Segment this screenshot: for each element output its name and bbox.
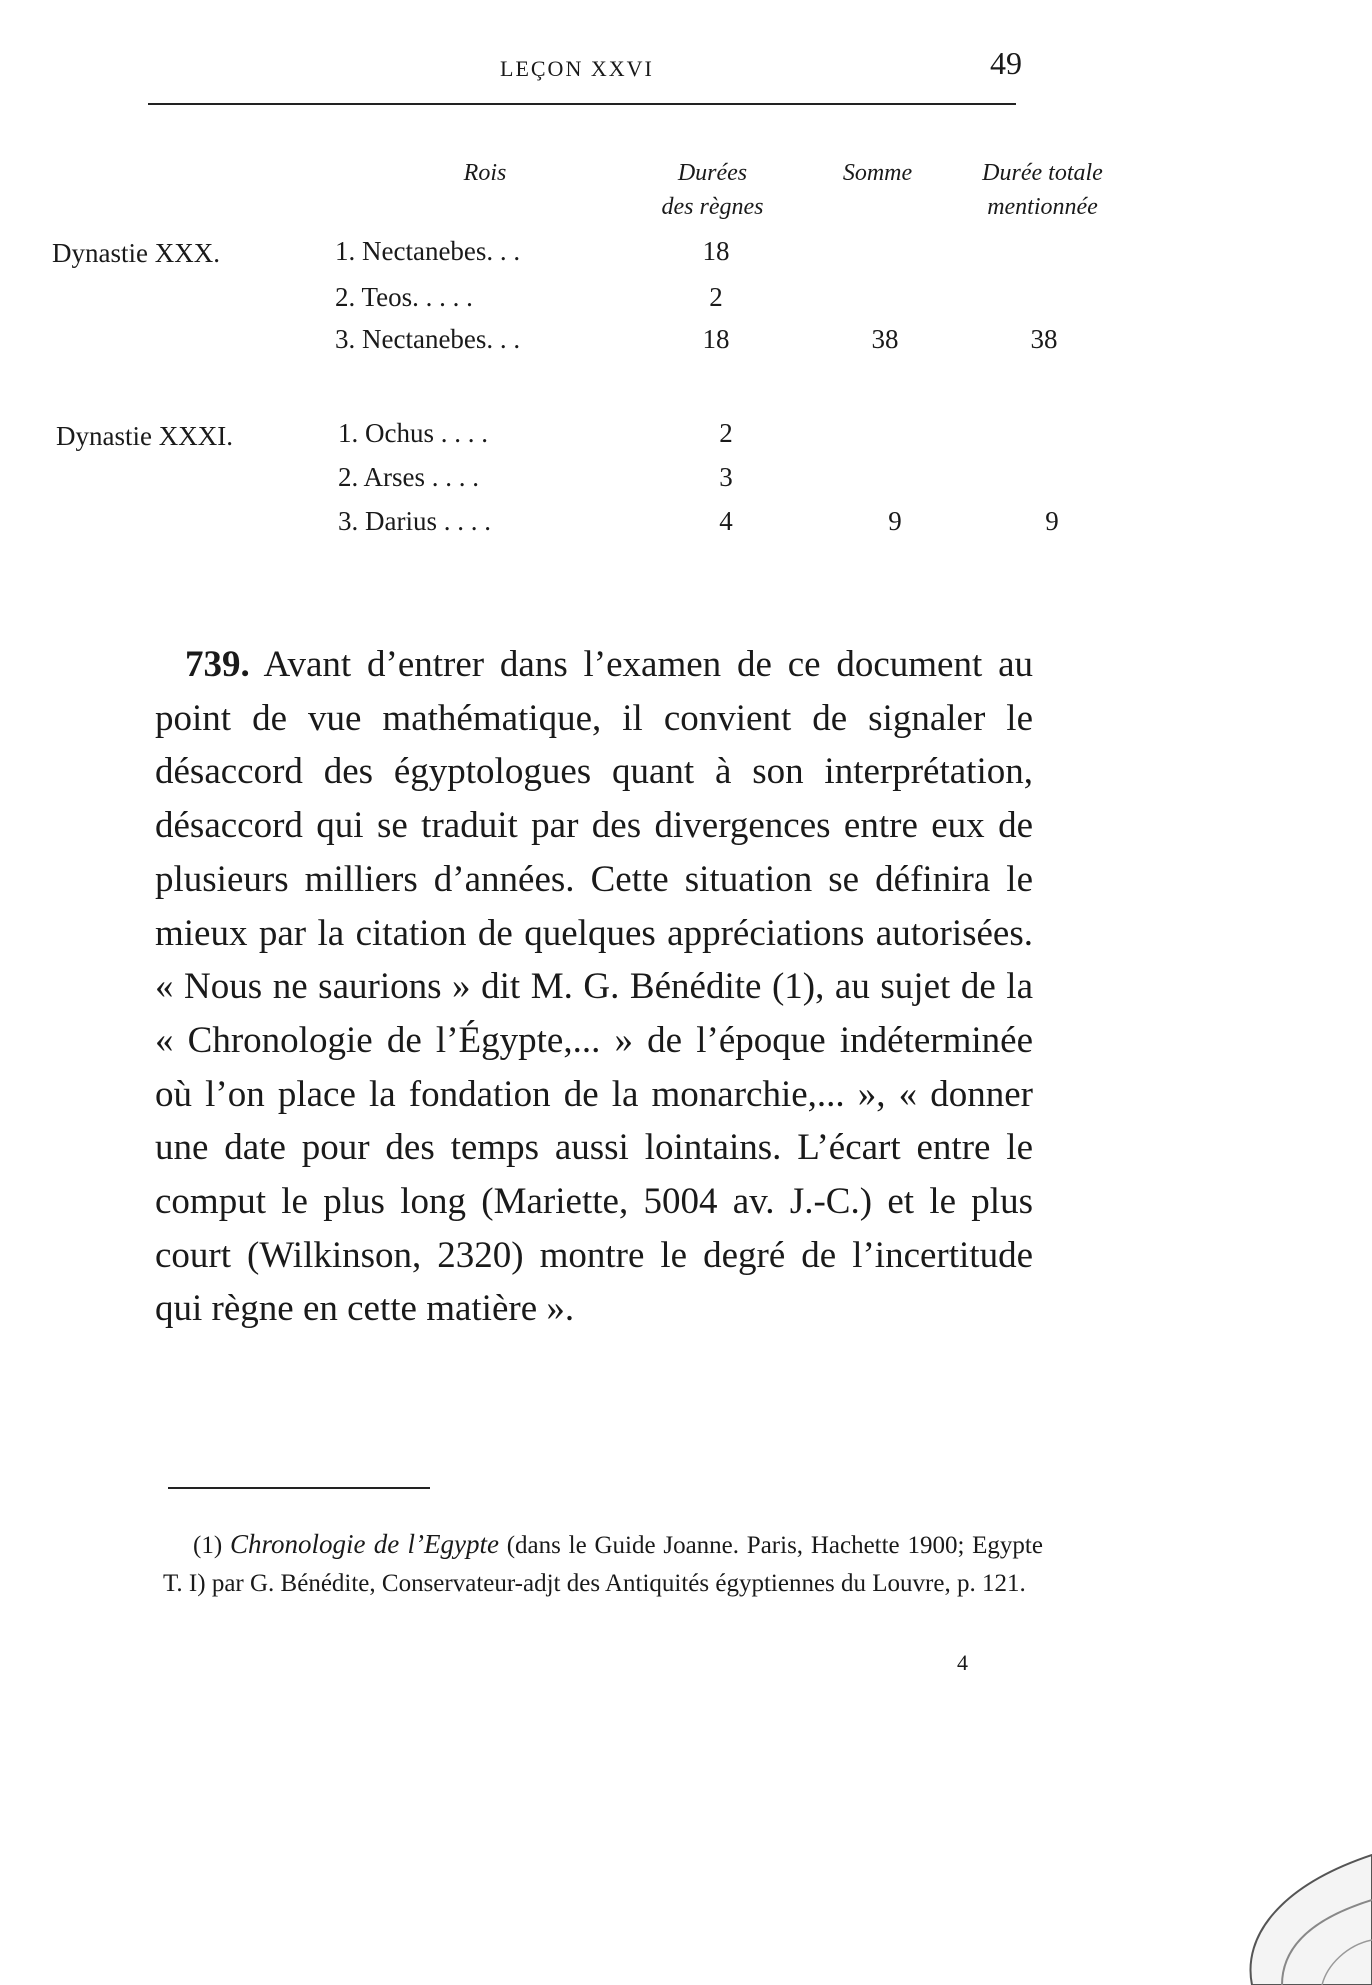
dynasty-label: Dynastie XXXI.	[56, 421, 233, 451]
page-number: 49	[990, 45, 1022, 81]
king-entry: 1. Nectanebes. . .	[335, 236, 521, 266]
king-entry: 3. Darius . . . .	[338, 506, 491, 536]
paragraph-number: 739.	[185, 644, 250, 685]
paragraph-text: Avant d’entrer dans l’examen de ce document au point de vue mathématique, il convient de signaler le désaccord des égyptologues quant à son interprétation, désaccord qui se traduit par des divergences entre eux de plusieurs milliers d’années. Cette situation se définira le mieux par la citation de quelques appréciations autorisées. « Nous ne saurions » dit M. G. Bénédite (1), au sujet de la « Chronologie de l’Égypte,... » de l’époque indéterminée où l’on place la fondation de la monarchie,... », « donner une date pour des temps aussi lointains. L’écart entre le comput le plus long (Mariette, 5004 av. J.-C.) et le plus court (Wilkinson, 2320) montre le degré de l’incertitude qui règne en cette matière ».	[155, 644, 1033, 1330]
footnote-title: Chronologie de l’Egypte	[229, 1529, 499, 1559]
king-entry: 2. Arses . . . .	[338, 462, 479, 492]
running-title: LEÇON XXVI	[500, 56, 654, 81]
king-entry: 3. Nectanebes. . .	[335, 324, 521, 354]
footnote-rule	[168, 1487, 430, 1489]
page-curl-corner	[1132, 1815, 1372, 1985]
reign-duration: 18	[702, 324, 730, 354]
reign-duration: 3	[719, 462, 733, 492]
footnote	[163, 1525, 1043, 1603]
dynasty-total: 38	[1030, 324, 1058, 354]
dynasty-sum: 9	[888, 506, 902, 536]
dynasty-sum: 38	[871, 324, 899, 354]
body-paragraph	[155, 638, 1033, 1336]
reign-duration: 4	[719, 506, 733, 536]
king-entry: 1. Ochus . . . .	[338, 418, 488, 448]
column-header-sum: Somme	[842, 160, 913, 186]
reign-duration: 2	[719, 418, 733, 448]
reign-duration: 18	[702, 236, 730, 266]
footnote-marker: (1)	[193, 1532, 223, 1559]
reign-duration: 2	[709, 282, 723, 312]
column-header-durations: Durées des règnes	[661, 160, 764, 220]
column-header-total: Durée totale mentionnée	[982, 160, 1103, 220]
dynasty-label: Dynastie XXX.	[52, 238, 220, 268]
dynasty-total: 9	[1045, 506, 1059, 536]
header-rule	[148, 103, 1016, 105]
king-entry: 2. Teos. . . . .	[335, 282, 473, 312]
column-header-kings: Rois	[463, 160, 507, 186]
footnote-text: (dans le Guide Joanne. Paris, Hachette 1900; Egypte T. I) par G. Bénédite, Conservateur-adjt des Antiquités égyptiennes du Louvre, p. 121.	[163, 1532, 1043, 1597]
signature-mark: 4	[957, 1650, 968, 1675]
